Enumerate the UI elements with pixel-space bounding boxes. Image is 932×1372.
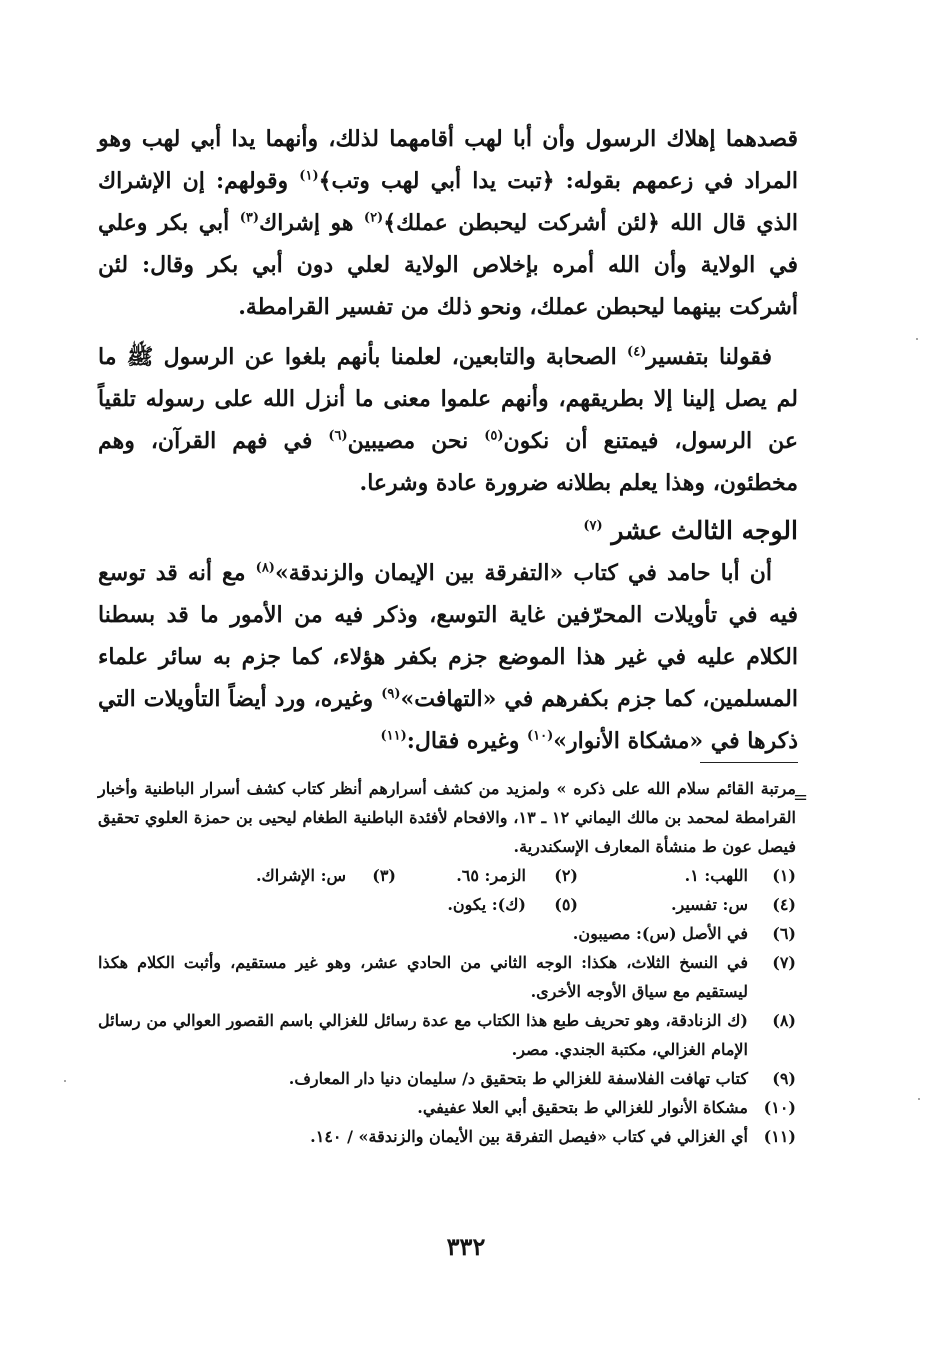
footnote-number-11: (١١) xyxy=(763,1127,796,1146)
footnote-4-text: س: تفسير. xyxy=(670,895,748,914)
paragraph-2-text-a: فقولنا بتفسير xyxy=(646,344,772,370)
paragraph-3-text-a: أن أبا حامد في كتاب «التفرقة بين الإيمان والزندقة» xyxy=(274,560,772,586)
paragraph-1 xyxy=(98,118,798,328)
footnote-ref-7: (٧) xyxy=(583,518,603,534)
main-text xyxy=(98,118,798,762)
page-number: ٣٣٢ xyxy=(446,1232,486,1261)
footnote-ref-3: (٣) xyxy=(239,210,260,226)
footnote-6-text: في الأصل (س): مصيبون. xyxy=(572,924,748,943)
paragraph-3-text-c: وغيره، ورد أيضاً التأويلات التي ذكرها في «مشكاة الأنوار» xyxy=(98,686,798,754)
footnote-number-6: (٦) xyxy=(772,924,796,943)
footnotes xyxy=(98,774,796,1151)
scan-speck xyxy=(916,338,918,340)
footnote-ref-6: (٦) xyxy=(328,428,348,444)
footnote-11-text: أي الغزالي في كتاب «فيصل التفرقة بين الأيمان والزندقة» / ١٤٠. xyxy=(310,1127,748,1146)
footnote-ref-10: (١٠) xyxy=(527,728,554,744)
paragraph-2 xyxy=(98,336,798,504)
footnote-9 xyxy=(98,1064,796,1093)
footnote-2-text: الزمر: ٦٥. xyxy=(456,866,526,885)
paragraph-2-text-c: نحن مصيبين xyxy=(347,428,485,454)
paragraph-1-text-a: قصدهما إهلاك الرسول وأن أبا لهب أقامهما لذلك، وأنهما يدا أبي لهب وهو المراد في زعمهم بقوله: ﴿تبت يدا أبي لهب وتب﴾ xyxy=(98,126,798,194)
footnote-number-3: (٣) xyxy=(372,866,396,885)
paragraph-1-text-b: وقولهم: إن الإشراك الذي قال الله ﴿لئن أشركت ليحبطن عملك﴾ xyxy=(98,168,798,236)
paragraph-3 xyxy=(98,552,798,762)
footnote-ref-4: (٤) xyxy=(627,344,647,360)
footnote-number-5: (٥) xyxy=(554,895,578,914)
footnote-8-text: (ك الزنادقة، وهو تحريف طبع هذا الكتاب مع عدة رسائل للغزالي باسم القصور العوالي من رسائل الإمام الغزالي، مكتبة الجندي. مصر. xyxy=(98,1011,748,1059)
footnote-ref-1: (١) xyxy=(299,168,319,184)
paragraph-2-text-b: الصحابة والتابعين، لعلمنا بأنهم بلغوا عن الرسول ﷺ ما لم يصل إلينا إلا بطريقهم، وأنهم علموا معنى ما أنزل الله على رسوله تلقياً عن الرسول، فيمتنع أن نكون xyxy=(98,344,799,454)
footnote-row-4-5 xyxy=(98,890,796,919)
paragraph-3-text-b: مع أنه قد توسع فيه في تأويلات المحرّفين غاية التوسع، وذكر فيه من الأمور ما قد بسطنا الكلام عليه في غير هذا الموضع جزم بكفر هؤلاء، كما جزم به سائر علماء المسلمين، كما جزم بكفرهم في «التهافت» xyxy=(98,560,798,712)
footnote-9-text: كتاب تهافت الفلاسفة للغزالي ط بتحقيق د/ سليمان دنيا دار المعارف. xyxy=(288,1069,748,1088)
footnote-10-text: مشكاة الأنوار للغزالي ط بتحقيق أبي العلا عفيفي. xyxy=(417,1098,748,1117)
footnote-10 xyxy=(98,1093,796,1122)
footnote-items-1-3 xyxy=(98,861,748,890)
footnote-ref-2: (٢) xyxy=(363,210,384,226)
paragraph-2-text-d: في فهم القرآن، وهم مخطئون، وهذا يعلم بطلانه ضرورة عادة وشرعا. xyxy=(98,428,798,496)
footnote-3-text: س: الإشراك. xyxy=(255,866,346,885)
footnote-number-9: (٩) xyxy=(772,1069,796,1088)
footnote-number-8: (٨) xyxy=(772,1011,796,1030)
scan-speck xyxy=(64,1080,66,1082)
continuation-mark: = xyxy=(793,787,809,808)
footnote-continuation: مرتبة القائم سلام الله على ذكره » ولمزيد من كشف أسرارهم أنظر كتاب كشف أسرار الباطنية وأخبار القرامطة لمحمد بن مالك اليماني ١٢ ـ ١٣، والافحام لأفئدة الباطنية الطغام ليحيى بن حمزة العلوي تحقيق فيصل عون ط منشأة المعارف الإسكندرية. xyxy=(98,779,796,856)
footnote-ref-9: (٩) xyxy=(381,686,401,702)
section-heading xyxy=(98,510,798,552)
footnote-number-2: (٢) xyxy=(554,866,578,885)
footnote-11 xyxy=(98,1122,796,1151)
footnote-ref-11: (١١) xyxy=(380,728,407,744)
footnote-row-1-3 xyxy=(98,861,796,890)
section-heading-text: الوجه الثالث عشر xyxy=(611,516,798,545)
footnote-ref-8: (٨) xyxy=(255,560,275,576)
footnote-items-4-5 xyxy=(98,890,748,919)
footnote-number-1: (١) xyxy=(772,866,796,885)
paragraph-1-text-c: هو إشراك xyxy=(259,210,364,236)
paragraph-1-text-d: أبي بكر وعلي في الولاية وأن الله أمره بإخلاص الولاية لعلي دون أبي بكر وقال: لئن أشركت بينهما ليحبطن عملك، ونحو ذلك من تفسير القرامطة. xyxy=(98,210,798,320)
footnote-5-text: (ك): يكون. xyxy=(447,895,526,914)
footnote-8 xyxy=(98,1006,796,1064)
footnote-ref-5: (٥) xyxy=(484,428,504,444)
footnote-separator xyxy=(700,762,798,763)
scan-speck xyxy=(918,1098,920,1100)
footnote-number-10: (١٠) xyxy=(763,1098,796,1117)
footnote-7-text: في النسخ الثلاث، هكذا: الوجه الثاني من الحادي عشر، وهو غير مستقيم، وأثبت الكلام هكذا ليستقيم مع سياق الأوجه الأخرى. xyxy=(98,953,748,1001)
footnote-7 xyxy=(98,948,796,1006)
footnote-1-text: اللهب: ١. xyxy=(684,866,748,885)
footnote-number-7: (٧) xyxy=(772,953,796,972)
paragraph-3-text-d: وغيره فقال: xyxy=(406,728,527,754)
footnote-number-4: (٤) xyxy=(772,895,796,914)
footnote-6 xyxy=(98,919,796,948)
